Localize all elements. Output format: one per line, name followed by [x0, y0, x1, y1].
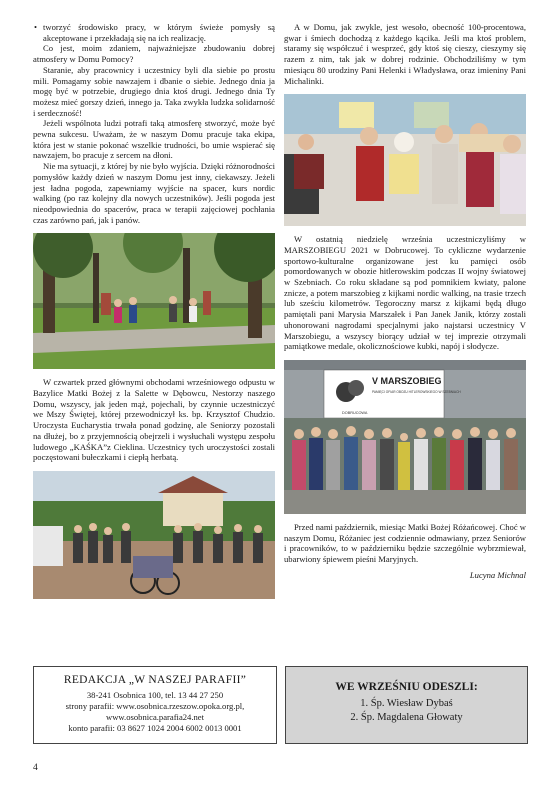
paragraph: Nie ma sytuacji, z której by nie było wyjścia. Dzięki różnorodności pomysłów każdy dzień w naszym Domu jest inny, ciekawszy. Jeżeli jest ładna pogoda, zapewniamy wyjście na spacer, kurs nordic walking (po raz kolejny dla nowych uczestników). Jeśli pogoda jest nieodpowiednia do spacerów, praca w terapii zajęciowej pochłania czas zarówno pań, jak i panów.	[33, 161, 275, 225]
editorial-line: konto parafii: 03 8627 1024 2004 6002 0013 0001	[68, 723, 242, 733]
paragraph: Staranie, aby pracownicy i uczestnicy byli dla siebie po prostu mili. Pomagamy sobie nawzajem i dbanie o siebie. Jednego dnia ja mogę być w potrzebie, drugiego dnia ktoś drugi. Jednego dnia Ty możesz mieć gorszy dzień, innego ja. Taka zwykła ludzka solidarność i serdeczność!	[33, 64, 275, 118]
photo-park-walk	[33, 233, 275, 369]
editorial-box	[33, 666, 277, 744]
paragraph: Jeżeli wspólnota ludzi potrafi taką atmosferę stworzyć, może być pewna sukcesu. Uważam, że w naszym Domu pracuje taka ekipa, która jest w stanie pokonać wszelkie trudności, bo umie wspierać się nawzajem, bo pracuje z sercem na dłoni.	[33, 118, 275, 161]
editorial-line: 38-241 Osobnica 100, tel. 13 44 27 250	[86, 690, 224, 700]
photo-marszobieg-group	[284, 360, 526, 514]
bullet-item: • tworzyć środowisko pracy, w którym świeże pomysły są akceptowane i przekładają się na ich realizację.	[43, 22, 275, 43]
obituary-title: WE WRZEŚNIU ODESZLI:	[335, 681, 478, 693]
paragraph: A w Domu, jak zwykle, jest wesoło, obecność 100-procentowa, gwar i śmiech dochodzą z każdego kącika. Jeśli ma ktoś problem, staramy się współczuć i wesprzeć, gdy ktoś się cieszy, cieszymy się razem z nim, tak jak w dobrej rodzinie. Obchodziliśmy w tym miesiącu 80 urodziny Pani Helenki i Władysława, oraz imieniny Pani Michalinki.	[284, 22, 526, 86]
paragraph: Co jest, moim zdaniem, najważniejsze zbudowaniu dobrej atmosfery w Domu Pomocy?	[33, 43, 275, 65]
photo-church-gathering	[33, 471, 275, 599]
banner-subtitle: PAMIĘCI OFIAR OBOZU HITLEROWSKIEGO W SZEBNIACH	[372, 389, 461, 394]
obituary-item: 2. Śp. Magdalena Głowaty	[350, 712, 463, 723]
author-signature: Lucyna Michnal	[469, 569, 526, 580]
page-number: 4	[33, 763, 38, 773]
banner-place: DOBRUCOWA	[342, 410, 368, 415]
editorial-line: strony parafii: www.osobnica.rzeszow.opoka.org.pl,	[65, 701, 245, 711]
paragraph: W ostatnią niedzielę września uczestniczyliśmy w MARSZOBIEGU 2021 w Dobrucowej. To cykliczne wydarzenie sportowo-kulturalne organizowane jest ku pamięci osób pomordowanych w obozie hitlerowskim podczas II wojny światowej w Szebniach. Co roku składane są pod pomnikiem kwiaty, palone znicze, a potem marszobieg z kijkami nordic walking, na trasie trzech lub sześciu kilometrów. Tegoroczny marsz z kijkami będą długo pamiętali pani Marysia Marszałek i Pan Janek Janik, którzy zostali uhonorowani nagrodami specjalnymi jako najstarsi uczestnicy V Marszobiegu, a wszyscy biorący udział w tej imprezie otrzymali pamiątkowe medale, okolicznościowe kubki, napój i słodycze.	[284, 234, 526, 352]
banner-title: V MARSZOBIEG	[372, 375, 442, 386]
editorial-line: www.osobnica.parafia24.net	[106, 712, 204, 722]
photo-birthday-celebration	[284, 94, 526, 226]
paragraph: W czwartek przed głównymi obchodami wrześniowego odpustu w Bazylice Matki Bożej z la Salette w Dębowcu, Nestorzy naszego Domu, wszyscy, jak jeden mąż, pojechali, by czynnie uczestniczyć we Mszy Świętej, której przewodniczył ks. bp. Krzysztof Chudzio. Uroczysta Eucharystia trwała ponad godzinę, ale Seniorzy pozostali na dłużej, bo z przyjemnością obejrzeli i wysłuchali występu zespołu ludowego „KAŚKA”z Cieklina. Uczestnicy tych uroczystości zostali poczęstowani bułeczkami i ciepłą herbatą.	[33, 377, 275, 463]
bullet-list	[33, 22, 275, 43]
paragraph: Przed nami październik, miesiąc Matki Bożej Różańcowej. Choć w naszym Domu, Różaniec jest codziennie odmawiany, przez Seniorów i pracowników, to w październiku będzie szczególnie wybrzmiewał, ubarwiony śpiewem pieśni Maryjnych.	[284, 521, 526, 565]
editorial-title: REDAKCJA „W NASZEJ PARAFII”	[63, 674, 247, 686]
right-column	[284, 22, 526, 580]
obituary-item: 1. Śp. Wiesław Dybaś	[360, 698, 453, 709]
obituary-box	[285, 666, 528, 744]
left-column	[33, 22, 275, 607]
